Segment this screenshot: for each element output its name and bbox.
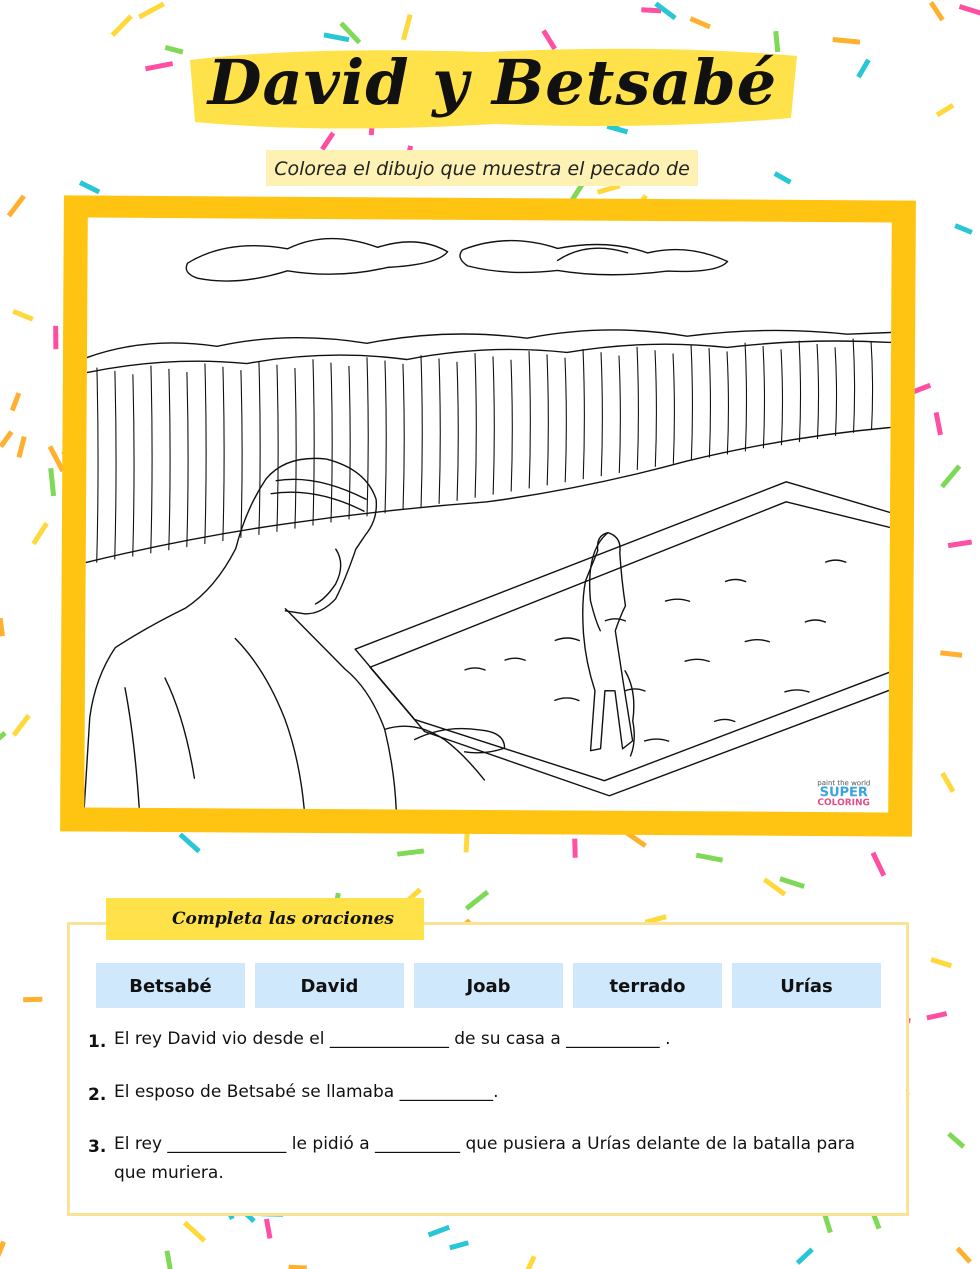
- sprinkle: [797, 1249, 812, 1263]
- sprinkle: [942, 466, 959, 487]
- word-bank-item: David: [255, 963, 404, 1008]
- wall-plank-line: [258, 361, 261, 534]
- wall-plank-line: [690, 345, 693, 461]
- wall-plank-line: [816, 344, 818, 439]
- sprinkle: [937, 105, 953, 115]
- sentence-text: El rey David vio desde el ______________ de su casa a ___________ .: [114, 1029, 671, 1049]
- sprinkle: [927, 1014, 947, 1018]
- sprinkle: [12, 393, 19, 410]
- sprinkle: [165, 47, 183, 52]
- wall-plank-line: [871, 342, 873, 430]
- wall-plank-line: [294, 368, 297, 529]
- wall-plank-line: [168, 369, 171, 550]
- sprinkle: [858, 60, 868, 77]
- sprinkle: [936, 412, 940, 435]
- sprinkle: [180, 834, 199, 851]
- sprinkle: [450, 1243, 469, 1248]
- wall-plank-line: [150, 366, 153, 554]
- wall-plank-line: [348, 366, 351, 519]
- sprinkle: [13, 311, 33, 319]
- sprinkle: [466, 833, 467, 853]
- sprinkle: [266, 1219, 270, 1238]
- wall-plank-line: [456, 362, 459, 501]
- sprinkle: [397, 851, 424, 854]
- wall-plank-line: [546, 354, 549, 485]
- wall-plank-line: [96, 368, 99, 563]
- sentence-number: 2.: [88, 1085, 107, 1105]
- sprinkle: [19, 437, 24, 458]
- wall-plank-line: [132, 374, 135, 556]
- sprinkle: [51, 468, 54, 496]
- sprinkle: [575, 839, 576, 858]
- sprinkle: [9, 196, 24, 216]
- wall-plank-line: [222, 367, 225, 541]
- sentence-text: El esposo de Betsabé se llamaba ___________.: [114, 1082, 499, 1102]
- sprinkle: [873, 853, 884, 876]
- david-watching-bathsheba-illustration: [84, 218, 892, 813]
- sprinkle: [403, 15, 410, 40]
- wall-plank-line: [402, 364, 405, 510]
- wall-plank-line: [672, 354, 674, 464]
- wall-plank-line: [744, 343, 746, 452]
- wall-plank-line: [438, 358, 441, 503]
- sprinkle: [1, 432, 12, 447]
- wall-plank-line: [366, 357, 369, 516]
- wall-plank-line: [492, 356, 495, 494]
- wall-plank-line: [186, 372, 189, 547]
- sprinkle: [940, 653, 962, 655]
- sprinkle: [641, 10, 661, 11]
- sprinkle: [780, 879, 804, 887]
- wall-plank-line: [834, 347, 836, 436]
- sentence-number: 3.: [88, 1137, 107, 1157]
- wall-plank-line: [312, 359, 315, 525]
- instruction-subtitle: Colorea el dibujo que muestra el pecado de: [266, 150, 698, 186]
- sprinkle: [775, 173, 791, 182]
- wall-plank-line: [780, 349, 782, 445]
- sprinkle: [931, 2, 943, 20]
- word-bank-item: Urías: [732, 963, 881, 1008]
- sprinkle: [690, 19, 710, 27]
- wall-plank-line: [384, 361, 387, 514]
- sprinkle: [167, 1251, 170, 1269]
- sprinkle: [598, 186, 620, 193]
- illustration-frame: [60, 195, 916, 836]
- word-bank-item: Joab: [414, 963, 563, 1008]
- wall-plank-line: [708, 348, 710, 457]
- word-bank-item: Betsabé: [96, 963, 245, 1008]
- word-bank: [96, 963, 881, 1008]
- sprinkle: [523, 1256, 534, 1269]
- wall-plank-line: [114, 371, 117, 560]
- wall-plank-line: [240, 370, 243, 538]
- sprinkle: [429, 1227, 450, 1235]
- sprinkle: [958, 1248, 971, 1262]
- sentence-text: El rey ______________ le pidió a __________ que pusiera a Urías delante de la batalla para que muriera.: [114, 1134, 856, 1183]
- sprinkle: [833, 40, 860, 43]
- title-banner: [185, 38, 800, 138]
- exercise-heading: Completa las oraciones: [106, 898, 424, 940]
- wall-plank-line: [474, 353, 477, 498]
- super-coloring-logo: paint the world SUPER COLORING: [817, 779, 871, 809]
- wall-plank-line: [600, 352, 603, 476]
- sprinkle: [139, 4, 164, 17]
- wall-plank-line: [726, 351, 728, 454]
- sprinkle: [955, 226, 972, 233]
- wall-plank-line: [510, 360, 513, 492]
- wall-plank-line: [636, 347, 639, 470]
- sprinkle: [23, 999, 42, 1000]
- sprinkle: [80, 183, 99, 192]
- page-title: David y Betsabé: [207, 46, 778, 119]
- sentence-number: 1.: [88, 1032, 107, 1052]
- sprinkle: [949, 1134, 964, 1147]
- sprinkle: [931, 960, 951, 966]
- sprinkle: [0, 1242, 4, 1261]
- sprinkle: [14, 715, 29, 735]
- sprinkle: [50, 446, 63, 471]
- sprinkle: [0, 733, 5, 749]
- sprinkle: [145, 64, 172, 69]
- sprinkle: [466, 892, 487, 909]
- sprinkle: [942, 773, 953, 792]
- wall-plank-line: [528, 351, 531, 488]
- wall-plank-line: [420, 355, 423, 507]
- sprinkle: [959, 7, 980, 14]
- sprinkle: [0, 618, 2, 636]
- sprinkle: [185, 1223, 205, 1241]
- wall-plank-line: [204, 363, 207, 544]
- wall-plank-line: [582, 349, 585, 479]
- wall-plank-line: [853, 339, 855, 433]
- wall-plank-line: [276, 365, 279, 532]
- sprinkle: [696, 855, 722, 860]
- wall-plank-line: [762, 346, 764, 448]
- wall-plank-line: [618, 356, 621, 473]
- sprinkle: [289, 1267, 307, 1268]
- sprinkle: [34, 523, 47, 544]
- sprinkle: [948, 542, 972, 546]
- sprinkle: [112, 16, 131, 35]
- word-bank-item: terrado: [573, 963, 722, 1008]
- wall-plank-line: [798, 341, 800, 442]
- wall-plank-line: [654, 350, 657, 467]
- wall-plank-line: [564, 358, 567, 483]
